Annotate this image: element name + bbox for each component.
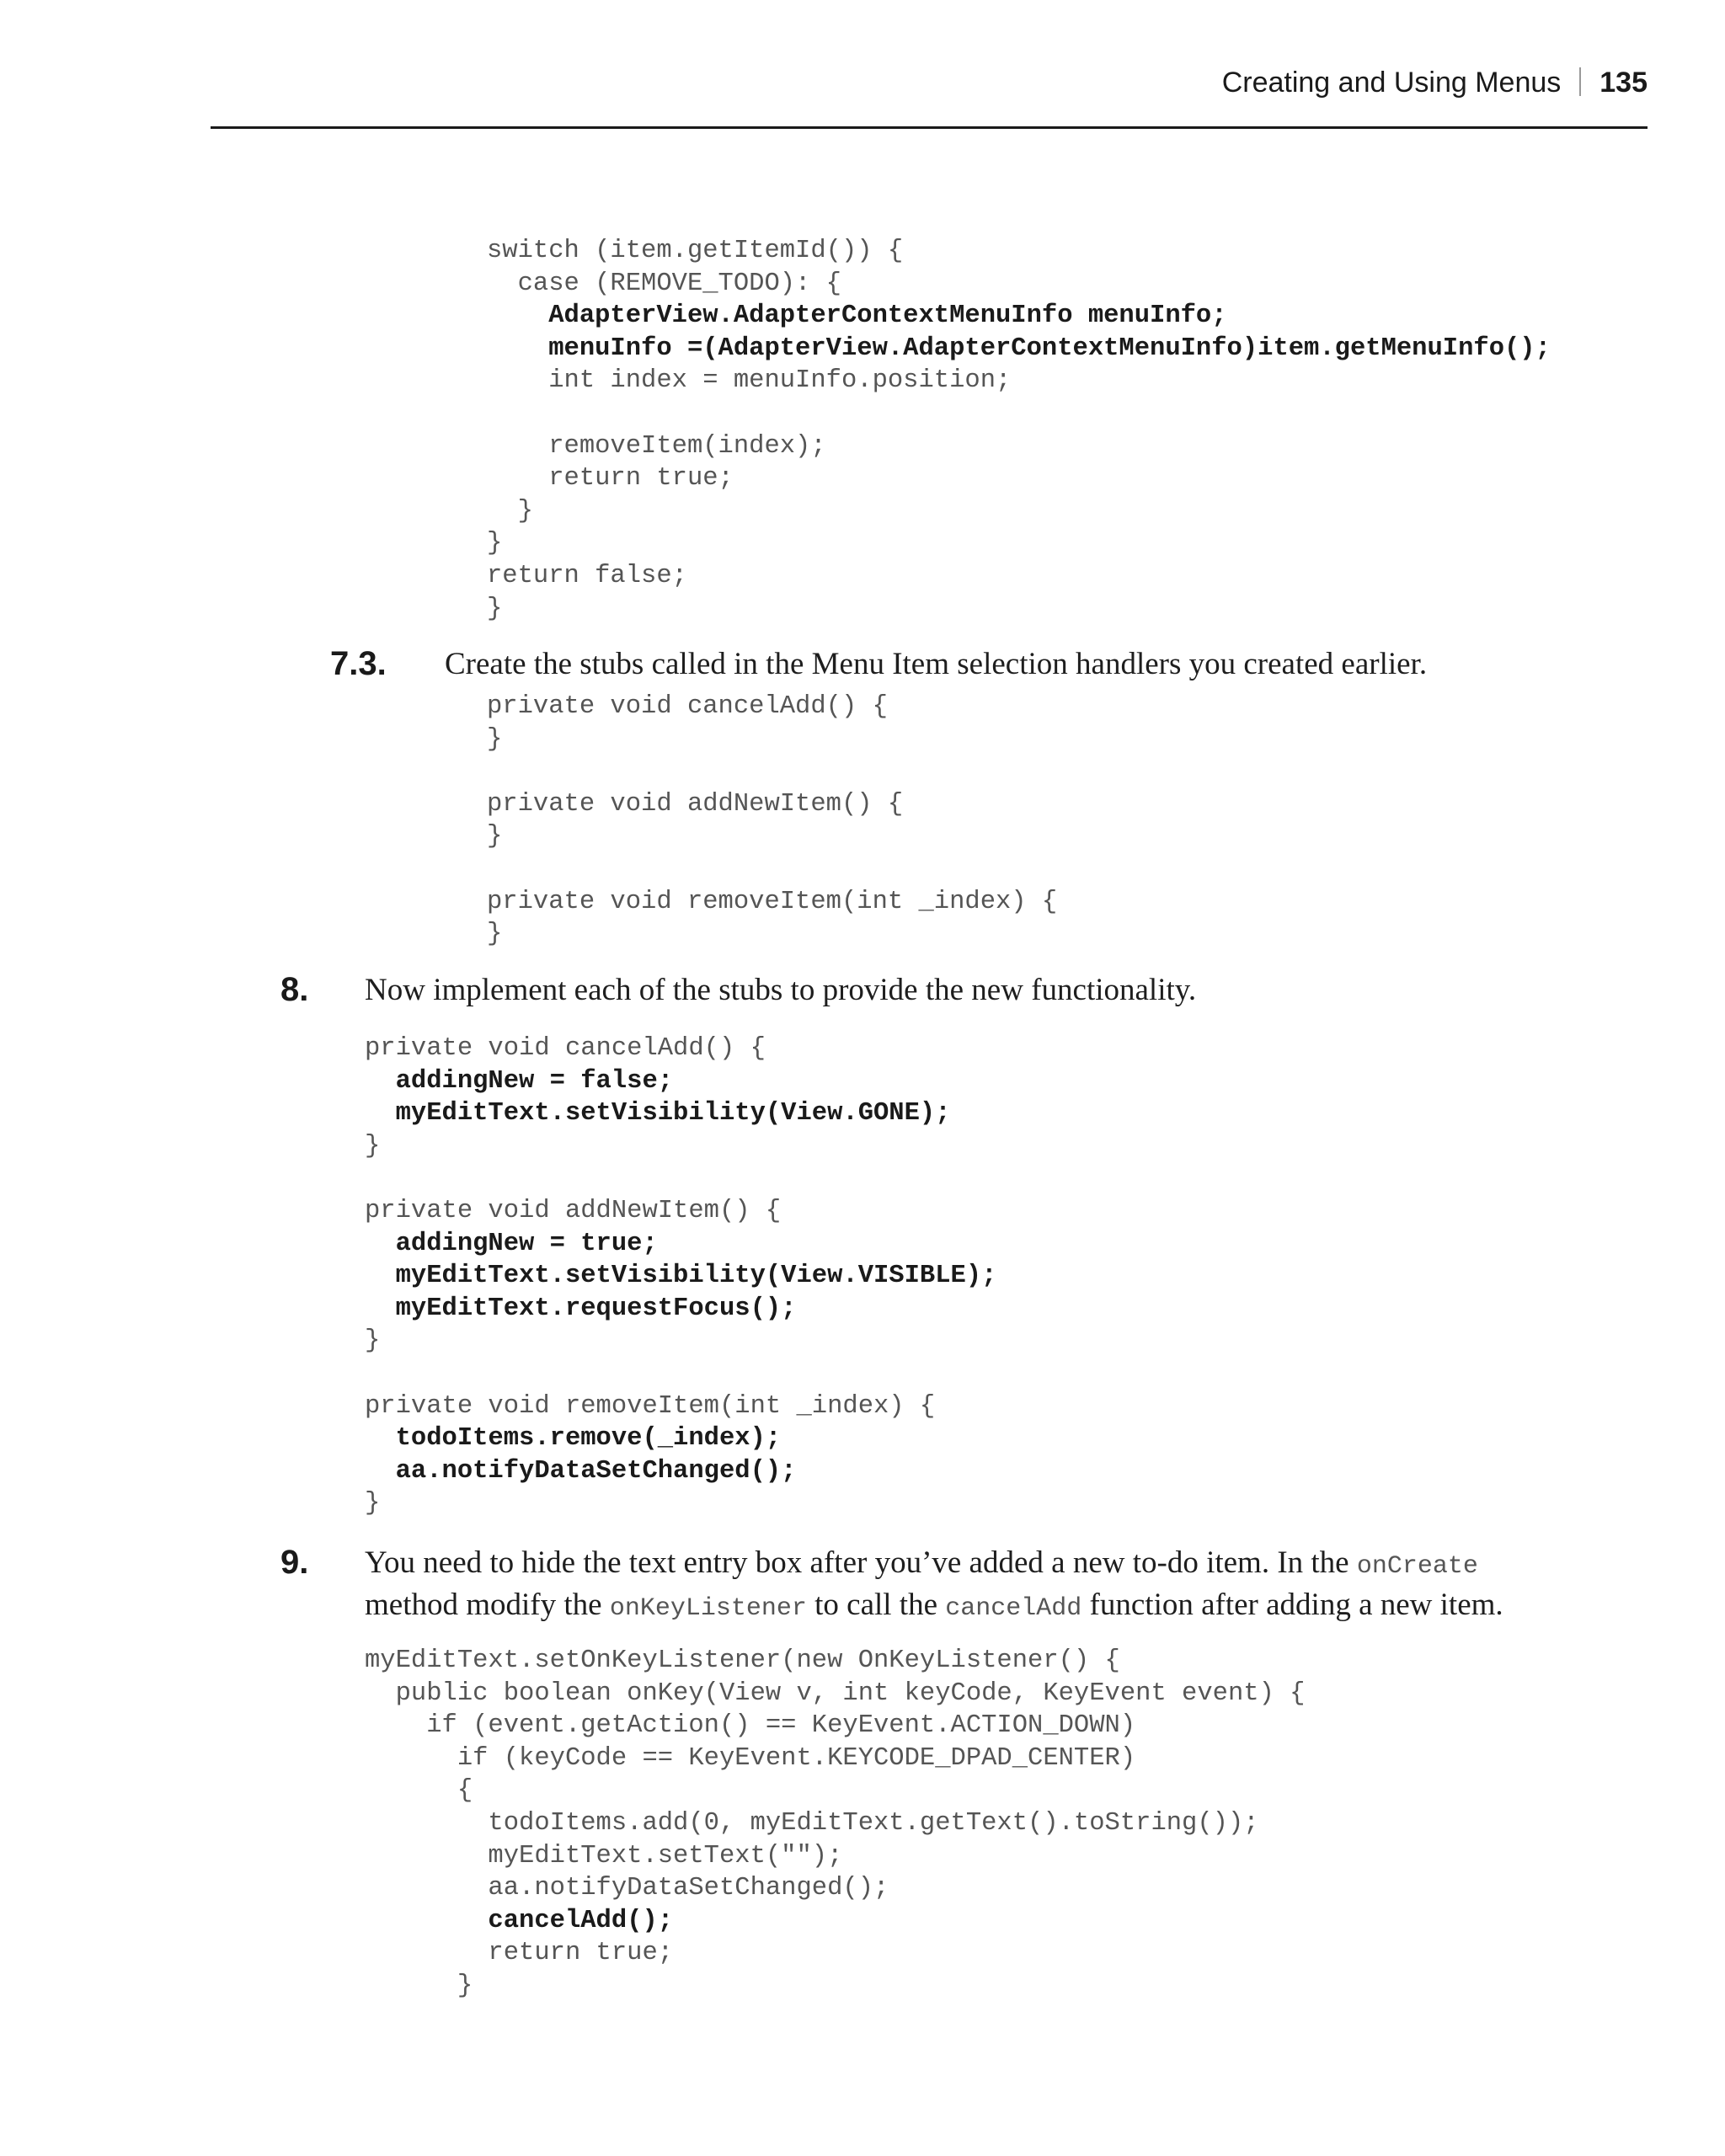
code-line — [365, 1358, 996, 1390]
code-line: if (keyCode == KeyEvent.KEYCODE_DPAD_CENTER) — [365, 1743, 1136, 1773]
code-line: } — [365, 1971, 473, 2000]
code-line: } — [487, 920, 503, 949]
code-line: { — [365, 1776, 473, 1806]
code-line: } — [365, 1489, 381, 1518]
step-9-text-part-1: You need to hide the text entry box after you’ve added a new to-do item. In the — [365, 1545, 1357, 1580]
code-block-implementations — [365, 1033, 996, 1520]
code-line — [487, 398, 1551, 430]
code-line: } — [487, 594, 503, 623]
step-number-8: 8. — [280, 971, 309, 1008]
code-line: removeItem(index); — [487, 431, 826, 461]
page-number: 135 — [1599, 67, 1648, 99]
code-line: public boolean onKey(View v, int keyCode, KeyEvent event) { — [365, 1678, 1306, 1708]
step-8-text: Now implement each of the stubs to provide the new functionality. — [365, 973, 1197, 1007]
code-onkeylistener: onKeyListener — [609, 1594, 807, 1623]
code-line: private void addNewItem() { — [487, 789, 904, 819]
code-block-switch — [487, 235, 1551, 625]
code-line: } — [365, 1326, 381, 1356]
code-oncreate: onCreate — [1356, 1552, 1478, 1581]
code-line: myEditText.setText(""); — [365, 1841, 843, 1870]
step-number-9: 9. — [280, 1544, 309, 1581]
code-line — [487, 755, 1057, 788]
step-9-text — [365, 1544, 1628, 1628]
step-number-7-3: 7.3. — [330, 645, 387, 682]
code-line: private void removeItem(int _index) { — [365, 1391, 936, 1421]
code-line: addingNew = true; — [365, 1229, 658, 1258]
code-line: private void cancelAdd() { — [487, 692, 888, 721]
code-line: switch (item.getItemId()) { — [487, 237, 904, 265]
code-line: case (REMOVE_TODO): { — [487, 269, 841, 298]
code-line: return true; — [365, 1939, 674, 1968]
chapter-title: Creating and Using Menus — [1221, 67, 1562, 99]
code-line: private void addNewItem() { — [365, 1196, 782, 1225]
code-line: addingNew = false; — [365, 1066, 674, 1096]
code-line — [365, 1162, 996, 1195]
code-block-stubs — [487, 691, 1057, 951]
code-line: if (event.getAction() == KeyEvent.ACTION_DOWN) — [365, 1711, 1136, 1741]
code-line: myEditText.setVisibility(View.GONE); — [365, 1099, 951, 1129]
step-9-text-part-2: method modify the — [365, 1588, 610, 1622]
code-line: myEditText.setVisibility(View.VISIBLE); — [365, 1262, 997, 1291]
code-line: } — [487, 496, 533, 526]
code-line: todoItems.remove(_index); — [365, 1424, 782, 1454]
code-line: private void cancelAdd() { — [365, 1034, 766, 1063]
code-line: return false; — [487, 561, 687, 590]
code-line: int index = menuInfo.position; — [487, 366, 1012, 396]
code-line: private void removeItem(int _index) { — [487, 887, 1058, 916]
step-9-text-part-3: to call the — [806, 1588, 946, 1622]
code-line: myEditText.setOnKeyListener(new OnKeyListener() { — [365, 1646, 1120, 1675]
code-line: } — [487, 822, 503, 851]
code-line: } — [487, 724, 503, 754]
code-line: AdapterView.AdapterContextMenuInfo menuInfo; — [487, 302, 1227, 331]
code-line: aa.notifyDataSetChanged(); — [365, 1874, 889, 1903]
code-line: todoItems.add(0, myEditText.getText().toString()); — [365, 1808, 1259, 1838]
code-line: cancelAdd(); — [365, 1906, 674, 1935]
code-line: menuInfo =(AdapterView.AdapterContextMenuInfo)item.getMenuInfo(); — [487, 334, 1551, 363]
step-9-text-part-4: function after adding a new item. — [1081, 1588, 1503, 1622]
code-line: myEditText.requestFocus(); — [365, 1294, 797, 1323]
code-line: return true; — [487, 464, 734, 494]
code-block-keylistener — [365, 1645, 1305, 2003]
code-line — [487, 853, 1057, 886]
header-rule — [211, 126, 1648, 129]
running-header — [211, 62, 1648, 103]
code-line: } — [365, 1131, 381, 1161]
code-canceladd: cancelAdd — [945, 1594, 1082, 1623]
header-divider — [1579, 67, 1581, 96]
step-7-3-text: Create the stubs called in the Menu Item selection handlers you created earlier. — [445, 647, 1428, 681]
code-line: aa.notifyDataSetChanged(); — [365, 1456, 797, 1486]
code-line: } — [487, 529, 503, 558]
